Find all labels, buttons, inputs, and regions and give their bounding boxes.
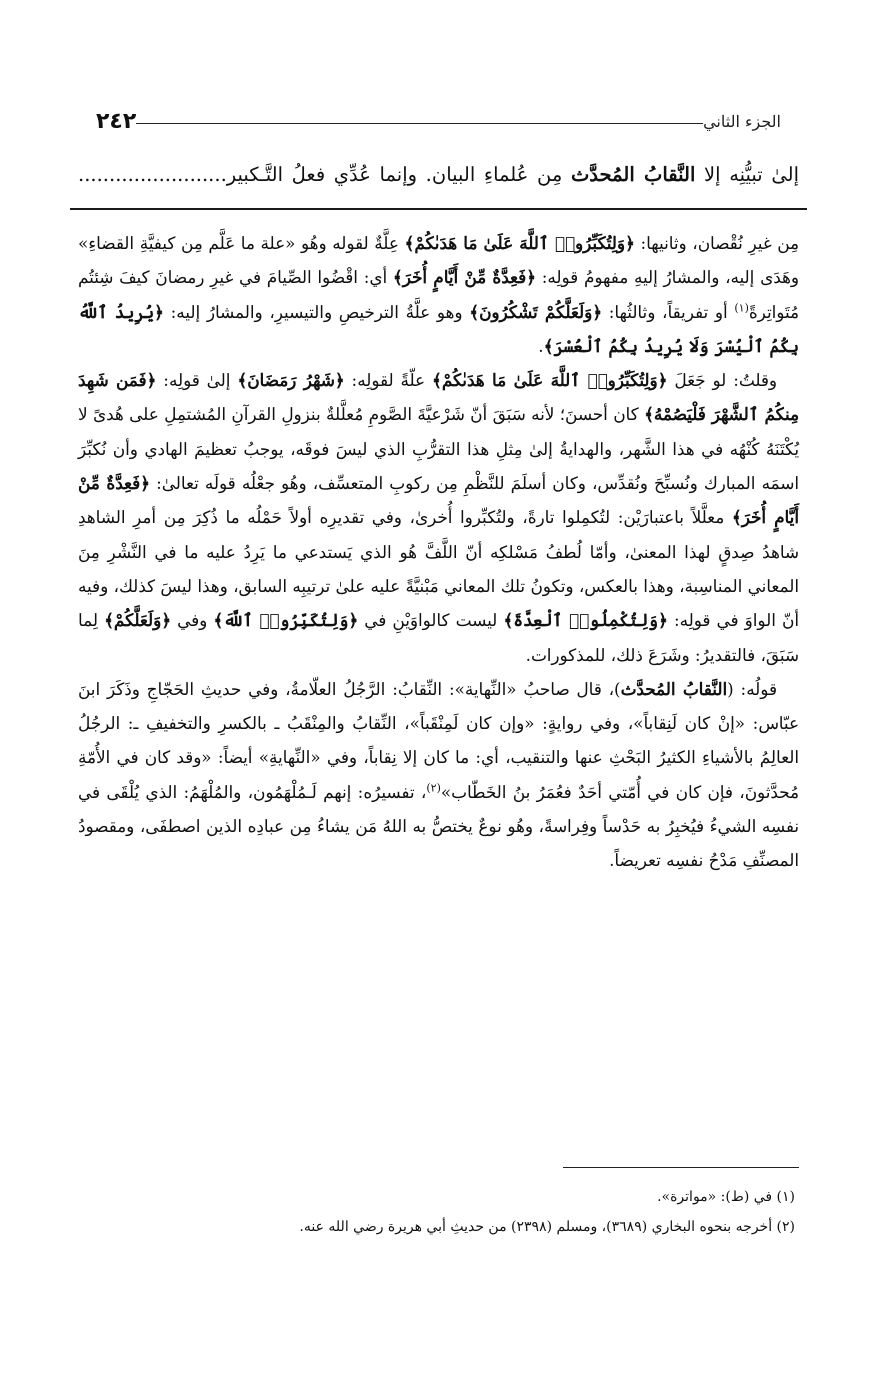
footnote-ref-2[interactable]: (٢) (426, 781, 441, 795)
matn-before: إلىٰ تبيُّنِه إلا (695, 163, 799, 186)
footnote-2: (٢) أخرجه بنحوه البخاري (٣٦٨٩)، ومسلم (٢٣٩٨) من حديثِ أبي هريرة رضي الله عنه. (299, 1219, 795, 1235)
text-run: )، قال صاحبُ «النِّهاية»: النِّقابُ: الرَّجُلُ العلّامةُ، وفي حديثِ الحَجّاجِ وذَكَرَ ابنَ عبّاس: «إنْ كان لَنِقاباً»، وفي روايةٍ: «وإن كان لَمِنْقَباً»، النِّقابُ والمِنْقَبُ ـ بالكسرِ والتخفيفِ ـ: الرجُلُ العالِمُ بالأشياءِ الكثيرُ البَحْثِ عنها والتنقيب، أي: ما كان إلا نِقاباً، وفي «النِّهايةِ» أيضاً: «وقد كان في الأُمّةِ مُحدَّثونَ، فإن كان في أُمّتي أحَدٌ فعُمَرُ بنُ الخَطّاب» (78, 678, 799, 802)
quran-quote: ﴿وَلِتُكَبِّرُوا۟ ٱللَّهَ﴾ (213, 610, 359, 631)
matn-divider (70, 208, 807, 210)
quran-quote: ﴿وَلِتُكْمِلُوا۟ ٱلْعِدَّةَ﴾ (503, 610, 668, 631)
quran-quote: ﴿وَلَعَلَّكُمْ﴾ (104, 610, 172, 631)
lemma-term: النَّقابُ المُحدَّث (620, 678, 728, 699)
text-run: كان أحسنَ؛ لأنه سَبَقَ أنّ شَرْعيَّةَ الصَّومِ مُعلَّلةٌ بنزولِ القرآنِ المُشتمِلِ على هُدىً لا يُكْتَنَهُ كُنْهُه في هذا الشَّهر، والهدايةُ إلىٰ مِثلِ هذا التقرُّبِ الذي ليسَ فوقَه، يوجبُ تعظيمَ الهادي وأن نُكبِّرَ اسمَه المبارك ونُسبِّحَ ونُقدِّس، وكان أسلَمَ للنَّظْمِ مِن ركوبِ المتعسِّف، وهُو جعْلُه قولَه تعالىٰ: (78, 404, 799, 494)
footnote-divider (563, 1167, 799, 1168)
page-number: ٢٤٢ (96, 108, 137, 134)
matn-after: مِن عُلماءِ البيان. وإنما عُدِّي فعلُ التَّـكبير........................ (78, 163, 571, 186)
quran-quote: ﴿يُرِيدُ ٱللَّهُ بِكُمُ ٱلْيُسْرَ وَلَا يُرِيدُ بِكُمُ ٱلْعُسْرَ﴾ (78, 301, 799, 356)
paragraph-1 (78, 226, 799, 363)
text-run: ليست كالواوَيْنِ في (358, 610, 504, 631)
text-run: . (538, 335, 544, 356)
quran-quote: ﴿فَعِدَّةٌ مِّنْ أَيَّامٍ أُخَرَ﴾ (78, 473, 799, 528)
text-run: إلىٰ قولِه: (156, 370, 238, 391)
paragraph-3 (78, 672, 799, 878)
text-run: ، تفسيرُه: إنهم لَـمُلْهَمُون، والمُلْهَمُ: الذي يُلْقَى في نفسِه الشيءُ فيُخبِرُ به حَدْساً وفِراسةً، وهُو نوعٌ يختصُّ به اللهُ مَن يشاءُ مِن عبادِه الذين اصطفَى، ومقصودُ المصنِّفِ مَدْحُ نفسِه تعريضاً. (78, 781, 799, 871)
running-header (78, 104, 799, 138)
text-run: وقلتُ: لو جَعَلَ (667, 370, 778, 391)
matn-bold-term: النَّقابُ المُحدَّث (570, 163, 696, 186)
quran-quote: ﴿وَلِتُكَبِّرُوا۟ ٱللَّهَ عَلَىٰ مَا هَدَىٰكُمْ﴾ (432, 370, 668, 391)
text-run: علّةً لقولِه: (344, 370, 433, 391)
footnote-ref-1[interactable]: (١) (734, 301, 749, 314)
quran-quote: ﴿فَعِدَّةٌ مِّنْ أَيَّامٍ أُخَرَ﴾ (392, 267, 536, 288)
footnote-1: (١) في (ط): «مواترة». (657, 1189, 795, 1205)
header-rule (136, 123, 703, 124)
text-run: أي: اقْضُوا الصِّيامَ في غيرِ رمضانَ كيفَ شِئتُم مُتَواتِرةً (78, 267, 799, 322)
part-title: الجزء الثاني (703, 111, 781, 131)
matn-line (78, 158, 799, 192)
text-run: وفي (171, 610, 214, 631)
quran-quote: ﴿شَهْرُ رَمَضَانَ﴾ (237, 370, 345, 391)
text-run: لِما سَبَقَ، فالتقديرُ: وشَرَعَ ذلك، للمذكورات. (78, 610, 799, 665)
text-run: قولُه: ( (727, 678, 777, 699)
text-run: وهو علَّةُ الترخيصِ والتيسيرِ، والمشارُ إليه: (163, 301, 470, 322)
commentary-body (78, 226, 799, 878)
page (78, 0, 799, 1394)
text-run: عِلَّةٌ لقوله وهُو «علة ما عَلَّم مِن كيفيَّةِ القضاءِ» وهَدَى إليه، والمشارُ إليهِ مفهومُ قولِه: (78, 233, 799, 288)
paragraph-2 (78, 363, 799, 672)
text-run: معلَّلاً باعتبارَيْن: لتُكمِلوا تارةً، ولتُكبِّروا أُخرىٰ، وفي تقديرِه أولاً حَمْلُه ما ذُكِرَ مِن أمرِ الشاهدِ شاهدُ صِدقٍ لهذا المعنىٰ، وأمّا لُطفُ مَسْلكِه أنّ اللَّفَّ هُو الذي يَستدعي ما يَرِدُ عليه ما في النَّشْرِ مِنَ المعاني المناسِبة، وهذا بالعكس، وتكونُ تلك المعاني مَبْنيَّةً عليه علىٰ ترتيبِه السابق، وهذا ليسَ كذلك، وفيه أنّ الواوَ في قولِه: (78, 507, 799, 631)
text-run: أو تفريقاً، وثالثُها: (602, 301, 735, 322)
quran-quote: ﴿وَلَعَلَّكُمْ تَشْكُرُونَ﴾ (469, 301, 603, 322)
quran-quote: ﴿فَمَن شَهِدَ مِنكُمُ ٱلشَّهْرَ فَلْيَصُمْهُ﴾ (78, 370, 799, 425)
text-run: مِن غيرِ نُقْصان، وثانيها: (634, 233, 800, 253)
footnotes (78, 1182, 795, 1242)
quran-quote: ﴿وَلِتُكَبِّرُوا۟ ٱللَّهَ عَلَىٰ مَا هَدَىٰكُمْ﴾ (404, 233, 635, 253)
